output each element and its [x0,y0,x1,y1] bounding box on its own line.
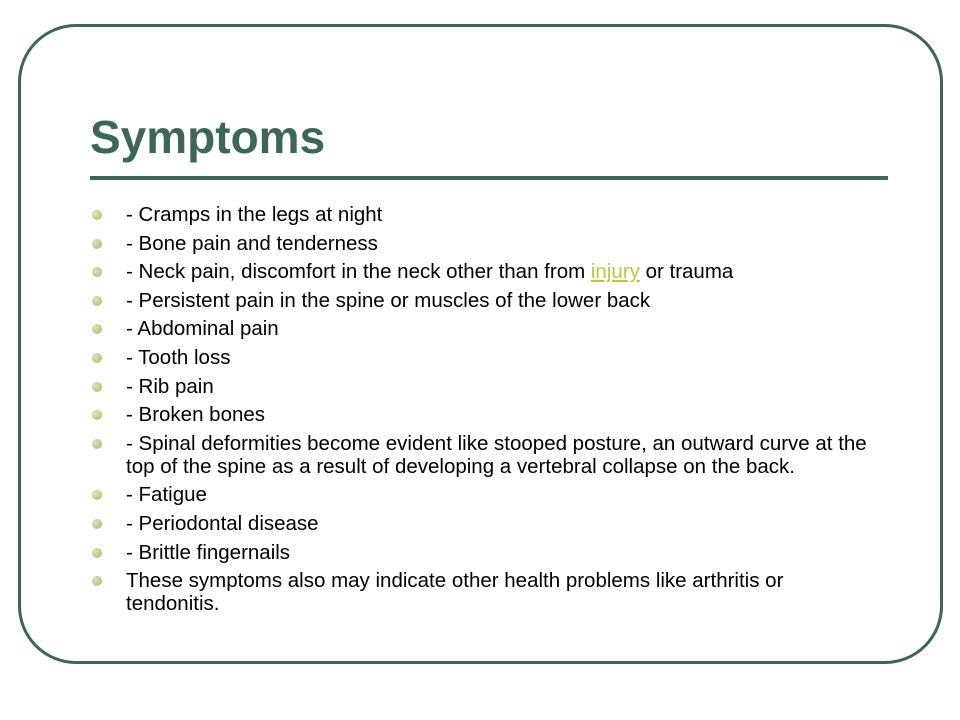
bullet-dot-icon [92,382,102,392]
bullet-text: - Bone pain and tenderness [126,231,378,255]
bullet-item [90,260,880,283]
bullet-dot-icon [92,519,102,529]
bullet-text-after-link: or trauma [639,260,734,284]
bullet-dot-icon [92,324,102,334]
bullet-dot-icon [92,439,102,449]
bullet-dot-icon [92,296,102,306]
bullet-item [90,317,880,340]
bullet-item [90,432,880,478]
bullet-dot-icon [92,576,102,586]
title-underline [90,176,888,180]
bullet-dot-icon [92,410,102,420]
bullet-text: - Fatigue [126,483,207,507]
bullet-text-before-link: - Neck pain, discomfort in the neck other than from [126,260,591,284]
bullet-text: - Spinal deformities become evident like stooped posture, an outward curve at the top of the spine as a result of developing a vertebral collapse on the back. [126,431,867,478]
bullet-dot-icon [92,239,102,249]
bullet-text: - Abdominal pain [126,317,279,341]
bullet-item [90,289,880,312]
bullet-item [90,403,880,426]
bullet-item [90,346,880,369]
bullet-item [90,569,880,615]
bullet-text: - Cramps in the legs at night [126,203,383,226]
bullet-dot-icon [92,353,102,363]
bullet-item [90,483,880,506]
injury-link[interactable]: injury [590,260,640,284]
bullet-text: These symptoms also may indicate other health problems like arthritis or tendonitis. [126,569,784,616]
bullet-dot-icon [92,490,102,500]
slide-title: Symptoms [90,111,326,163]
bullet-text: - Periodontal disease [126,511,319,535]
bullet-text: - Tooth loss [126,345,231,369]
bullet-list [90,203,880,621]
bullet-item [90,203,880,226]
bullet-text: - Persistent pain in the spine or muscles of the lower back [126,288,651,312]
bullet-item [90,232,880,255]
bullet-dot-icon [92,210,102,220]
bullet-dot-icon [92,267,102,277]
bullet-item [90,512,880,535]
bullet-item [90,375,880,398]
bullet-dot-icon [92,548,102,558]
bullet-item [90,541,880,564]
bullet-text: - Rib pain [126,374,214,398]
bullet-text: - Brittle fingernails [126,540,291,564]
bullet-text: - Broken bones [126,403,266,427]
